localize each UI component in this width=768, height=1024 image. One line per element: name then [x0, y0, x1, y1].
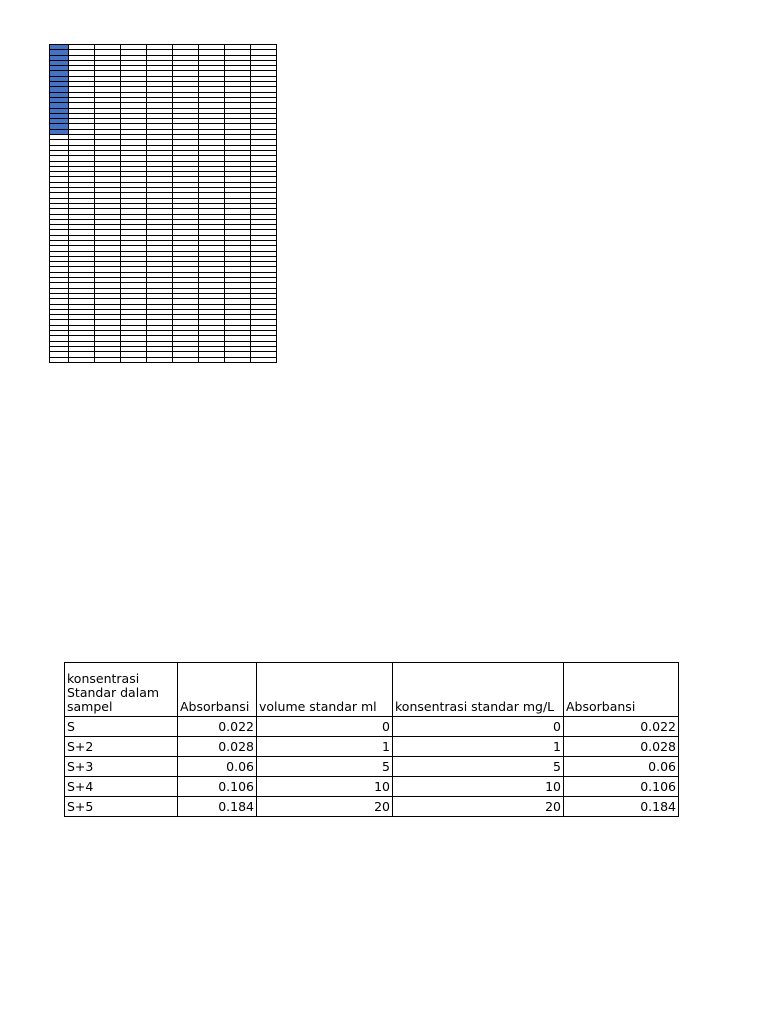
cell-absorbansi: 0.06: [178, 757, 257, 777]
standards-table: [64, 662, 679, 817]
cell-konsentrasi: 0: [393, 717, 564, 737]
cell-volume: 20: [257, 797, 393, 817]
cell-volume: 5: [257, 757, 393, 777]
mini-grid-cell: [69, 357, 95, 362]
cell-absorbansi-2: 0.022: [564, 717, 679, 737]
cell-absorbansi: 0.028: [178, 737, 257, 757]
cell-absorbansi: 0.184: [178, 797, 257, 817]
cell-absorbansi-2: 0.106: [564, 777, 679, 797]
cell-sample: S+3: [65, 757, 178, 777]
table-row: [65, 737, 679, 757]
cell-absorbansi-2: 0.028: [564, 737, 679, 757]
header-konsentrasi-standar-dalam-sampel: konsentrasi Standar dalam sampel: [65, 663, 178, 717]
standards-table-header-row: [65, 663, 679, 717]
header-absorbansi: Absorbansi: [178, 663, 257, 717]
cell-absorbansi: 0.106: [178, 777, 257, 797]
mini-grid-cell: [95, 357, 121, 362]
mini-grid-cell: [173, 357, 199, 362]
cell-sample: S+2: [65, 737, 178, 757]
header-absorbansi-2: Absorbansi: [564, 663, 679, 717]
table-row: [65, 757, 679, 777]
cell-absorbansi-2: 0.184: [564, 797, 679, 817]
cell-volume: 0: [257, 717, 393, 737]
cell-absorbansi-2: 0.06: [564, 757, 679, 777]
mini-grid-cell: [199, 357, 225, 362]
cell-konsentrasi: 5: [393, 757, 564, 777]
cell-sample: S: [65, 717, 178, 737]
table-row: [65, 797, 679, 817]
cell-volume: 10: [257, 777, 393, 797]
cell-volume: 1: [257, 737, 393, 757]
header-konsentrasi-standar: konsentrasi standar mg/L: [393, 663, 564, 717]
mini-spreadsheet-grid: [49, 44, 277, 364]
cell-konsentrasi: 1: [393, 737, 564, 757]
mini-spreadsheet-table: [49, 44, 277, 363]
table-row: [65, 777, 679, 797]
cell-sample: S+4: [65, 777, 178, 797]
mini-grid-row-header: [50, 357, 69, 362]
mini-grid-cell: [147, 357, 173, 362]
cell-sample: S+5: [65, 797, 178, 817]
mini-grid-cell: [225, 357, 251, 362]
cell-konsentrasi: 20: [393, 797, 564, 817]
mini-grid-cell: [251, 357, 277, 362]
table-row: [65, 717, 679, 737]
cell-absorbansi: 0.022: [178, 717, 257, 737]
cell-konsentrasi: 10: [393, 777, 564, 797]
mini-grid-cell: [121, 357, 147, 362]
mini-grid-row: [50, 357, 277, 362]
header-volume-standar: volume standar ml: [257, 663, 393, 717]
